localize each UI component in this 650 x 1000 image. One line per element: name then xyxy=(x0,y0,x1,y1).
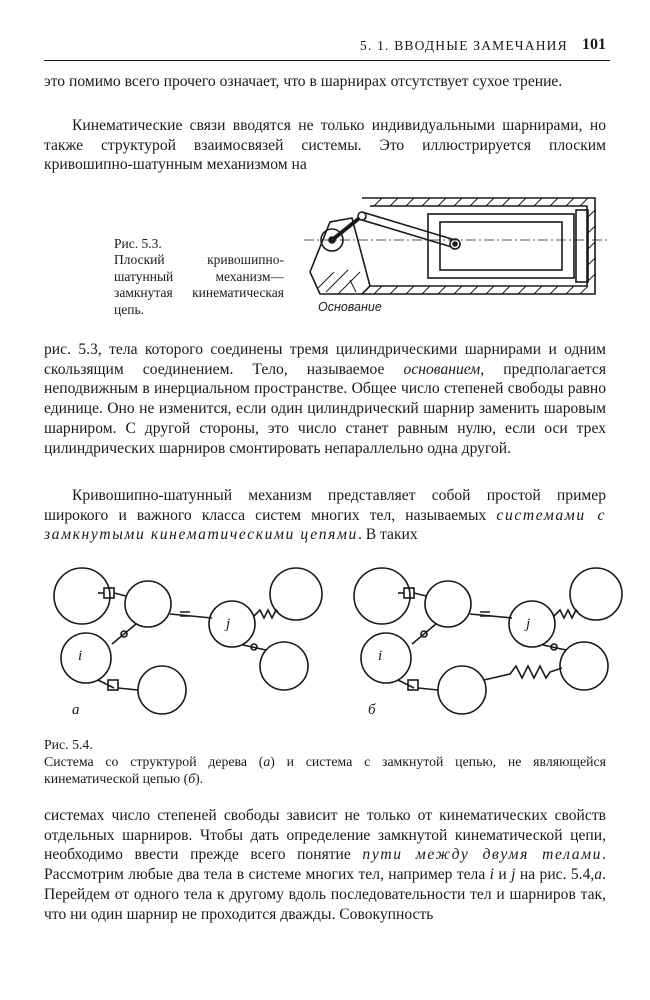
section-title: 5. 1. ВВОДНЫЕ ЗАМЕЧАНИЯ xyxy=(360,38,568,53)
p3-text-b: , предполагается неподвижным в инерциальном пространстве. Общее число степеней свободы равно единице. Оно не изменится, если один цилиндрический шарнир заменить шаровым шарниром. С другой стороны, это число станет равным нулю, если оси трех цилиндрических шарниров смонтировать непараллельно одна другой. xyxy=(44,360,606,457)
system-a-tree xyxy=(54,568,322,714)
joint-b-2 xyxy=(480,612,490,616)
body-a-right xyxy=(260,642,308,690)
system-b-closed-chain xyxy=(354,568,622,714)
paragraph-1: это помимо всего прочего означает, что в шарнирах отсутствует сухое трение. xyxy=(44,73,563,90)
header-rule xyxy=(44,60,610,61)
page-number: 101 xyxy=(582,36,606,53)
label-subfig-b: б xyxy=(368,702,376,718)
label-j-b: j xyxy=(526,616,531,632)
p3-emphasis: основанием xyxy=(403,360,481,378)
body-a-bottom xyxy=(138,666,186,714)
body-b-top-left xyxy=(354,568,410,624)
figure-5-4-caption xyxy=(44,736,606,787)
label-base: Основание xyxy=(318,300,382,314)
body-a-j xyxy=(209,601,255,647)
body-a-top-left xyxy=(54,568,110,624)
body-b-i xyxy=(361,633,411,683)
label-i-b: i xyxy=(378,648,383,664)
base-leader xyxy=(350,280,356,292)
running-head xyxy=(360,38,606,54)
p3-text-a: рис. 5.3, тела которого соединены тремя цилиндрическими шарнирами и одним скользящим соединением. Тело, называемое xyxy=(44,341,606,378)
housing-inner xyxy=(370,206,587,286)
paragraph-2: Кинематические связи вводятся не только индивидуальными шарнирами, но также структурой взаимосвязей системы. Это иллюстрируется плоским кривошипно-шатунным механизмом на xyxy=(44,117,606,174)
base-body xyxy=(310,218,370,294)
base-hatching xyxy=(318,270,360,294)
housing-top-wall xyxy=(362,198,595,294)
label-i-a: i xyxy=(78,648,83,664)
body-a-top-right xyxy=(270,568,322,620)
label-j-a: j xyxy=(226,616,231,632)
label-subfig-a: а xyxy=(72,702,80,718)
body-b-top-right xyxy=(570,568,622,620)
body-b-j xyxy=(509,601,555,647)
spring-b-1 xyxy=(554,610,578,618)
paragraph-5: системах число степеней свободы зависит не только от кинематических свойств отдельных шарниров. Чтобы дать определение замкнутой кинематической цепи, необходимо ввести прежде всего понятие пути между двумя телами. Рассмотрим любые два тела в системе многих тел, например тела i и j на рис. 5.4,а. Перейдем от одного тела к другому вдоль последовательности тел и шарниров так, что ни один шарнир не проходится дважды. Совокупность xyxy=(44,807,606,923)
paragraph-4 xyxy=(44,486,606,545)
connecting-rod xyxy=(362,212,455,248)
joint-a-2 xyxy=(180,612,190,616)
body-b-right xyxy=(560,642,608,690)
body-b-bottom xyxy=(438,666,486,714)
caption-5-3-text: Плоский кривошипно-шатунный механизм— замкнутая кинематическая цепь. xyxy=(114,252,284,317)
paragraph-3 xyxy=(44,340,606,458)
body-b-center xyxy=(425,581,471,627)
figure-5-3-caption xyxy=(114,236,284,318)
caption-5-4-text: Система со структурой дерева (а) и система с замкнутой цепью, не являющейся кинематической цепью (б). xyxy=(44,754,606,786)
body-a-center xyxy=(125,581,171,627)
figure-5-4-multibody-systems xyxy=(40,566,620,726)
caption-5-3-title: Рис. 5.3. xyxy=(114,236,162,251)
caption-5-4-title: Рис. 5.4. xyxy=(44,737,93,752)
p4-text-a: Кривошипно-шатунный механизм представляет собой простой пример широкого и важного класса систем многих тел, называемых xyxy=(44,487,606,524)
p4-text-b: . В таких xyxy=(357,526,418,544)
p4-emphasis: системами с замкнутыми кинематическими цепями xyxy=(44,506,606,544)
body-a-i xyxy=(61,633,111,683)
spring-a-1 xyxy=(254,610,278,618)
spring-b-closing xyxy=(484,666,562,680)
